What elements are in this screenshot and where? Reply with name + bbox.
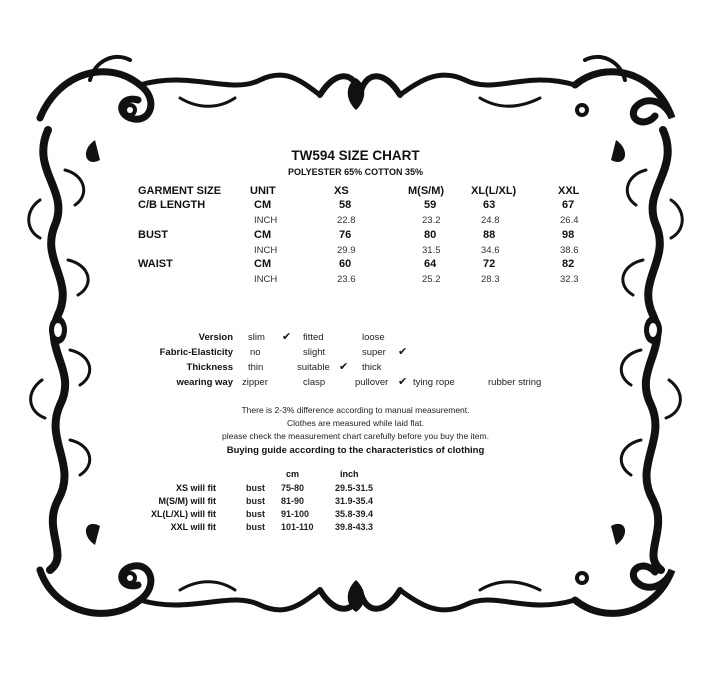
cell-cb-length-m-cm: 59 (424, 199, 437, 211)
fit-cm-xl: 91-100 (281, 509, 310, 519)
cell-bust-m-inch: 31.5 (422, 245, 441, 256)
fit-inch-xxl: 39.8-43.3 (335, 522, 374, 532)
cell-cb-length-xxl-cm: 67 (562, 199, 575, 211)
fit-label-xxl: XXL will fit (170, 522, 216, 532)
cell-cb-length-xl-cm: 63 (483, 199, 496, 211)
cell-bust-xxl-inch: 38.6 (560, 245, 579, 256)
cell-cb-length-xs-cm: 58 (339, 199, 352, 211)
col-header-inch: inch (340, 469, 359, 479)
option-super: super (362, 347, 386, 358)
option-slim: slim (248, 332, 265, 343)
fit-cm-m: 81-90 (281, 496, 305, 506)
fabric-composition: POLYESTER 65% COTTON 35% (287, 167, 424, 177)
cell-cb-length-xl-inch: 24.8 (481, 215, 500, 226)
unit-inch: INCH (254, 245, 278, 256)
cell-waist-xs-inch: 23.6 (337, 274, 356, 285)
option-thin: thin (248, 362, 264, 373)
fit-inch-xl: 35.8-39.4 (335, 509, 374, 519)
check-icon: ✔ (398, 376, 408, 388)
cell-bust-m-cm: 80 (424, 229, 437, 241)
cell-waist-xxl-cm: 82 (562, 258, 575, 270)
fit-inch-xs: 29.5-31.5 (335, 483, 374, 493)
unit-cm: CM (254, 199, 272, 211)
option-clasp: clasp (303, 377, 326, 388)
fit-label-m: M(S/M) will fit (158, 496, 216, 506)
option-zipper: zipper (242, 377, 268, 388)
option-no: no (250, 347, 261, 358)
col-header-garment-size: GARMENT SIZE (138, 185, 222, 197)
col-header-m: M(S/M) (408, 185, 445, 197)
unit-inch: INCH (254, 274, 278, 285)
col-header-xs: XS (334, 185, 349, 197)
fit-part: bust (246, 483, 265, 493)
buying-guide-title: Buying guide according to the characteristics of clothing (226, 445, 485, 456)
property-label-thickness: Thickness (186, 362, 233, 373)
cell-waist-xs-cm: 60 (339, 258, 352, 270)
cell-waist-xl-inch: 28.3 (481, 274, 500, 285)
property-label-fabric-elasticity: Fabric-Elasticity (159, 347, 233, 358)
cell-waist-xl-cm: 72 (483, 258, 496, 270)
fit-part: bust (246, 509, 265, 519)
col-header-xl: XL(L/XL) (471, 185, 517, 197)
cell-bust-xl-inch: 34.6 (481, 245, 500, 256)
option-tying-rope: tying rope (413, 377, 455, 388)
col-header-unit: UNIT (250, 185, 276, 197)
check-icon: ✔ (339, 361, 349, 373)
check-icon: ✔ (282, 331, 292, 343)
option-pullover: pullover (355, 377, 389, 388)
cell-bust-xs-inch: 29.9 (337, 245, 356, 256)
cell-cb-length-m-inch: 23.2 (422, 215, 441, 226)
fit-label-xs: XS will fit (175, 483, 216, 493)
fit-part: bust (246, 496, 265, 506)
note-laid-flat: Clothes are measured while laid flat. (286, 418, 424, 428)
check-icon: ✔ (398, 346, 408, 358)
cell-waist-m-inch: 25.2 (422, 274, 441, 285)
cell-cb-length-xs-inch: 22.8 (337, 215, 356, 226)
col-header-xxl: XXL (558, 185, 580, 197)
option-suitable: suitable (297, 362, 330, 373)
option-loose: loose (362, 332, 385, 343)
cell-bust-xl-cm: 88 (483, 229, 496, 241)
unit-cm: CM (254, 258, 272, 270)
option-rubber-string: rubber string (488, 377, 542, 388)
note-measurement-difference: There is 2-3% difference according to manual measurement. (241, 405, 470, 415)
fit-label-xl: XL(L/XL) will fit (151, 509, 216, 519)
fit-part: bust (246, 522, 265, 532)
cell-bust-xxl-cm: 98 (562, 229, 575, 241)
row-label-cb-length: C/B LENGTH (138, 199, 206, 211)
cell-waist-xxl-inch: 32.3 (560, 274, 579, 285)
page-title: TW594 SIZE CHART (291, 148, 420, 163)
property-label-version: Version (198, 332, 233, 343)
col-header-cm: cm (286, 469, 300, 479)
cell-bust-xs-cm: 76 (339, 229, 352, 241)
unit-cm: CM (254, 229, 272, 241)
option-fitted: fitted (303, 332, 324, 343)
cell-cb-length-xxl-inch: 26.4 (560, 215, 579, 226)
fit-cm-xxl: 101-110 (281, 522, 314, 532)
note-check-chart: please check the measurement chart carefully before you buy the item. (222, 431, 489, 441)
row-label-bust: BUST (138, 229, 168, 241)
fit-cm-xs: 75-80 (281, 483, 305, 493)
unit-inch: INCH (254, 215, 278, 226)
row-label-waist: WAIST (138, 258, 173, 270)
fit-inch-m: 31.9-35.4 (335, 496, 374, 506)
cell-waist-m-cm: 64 (424, 258, 437, 270)
property-label-wearing-way: wearing way (176, 377, 233, 388)
option-slight: slight (303, 347, 326, 358)
option-thick: thick (362, 362, 382, 373)
